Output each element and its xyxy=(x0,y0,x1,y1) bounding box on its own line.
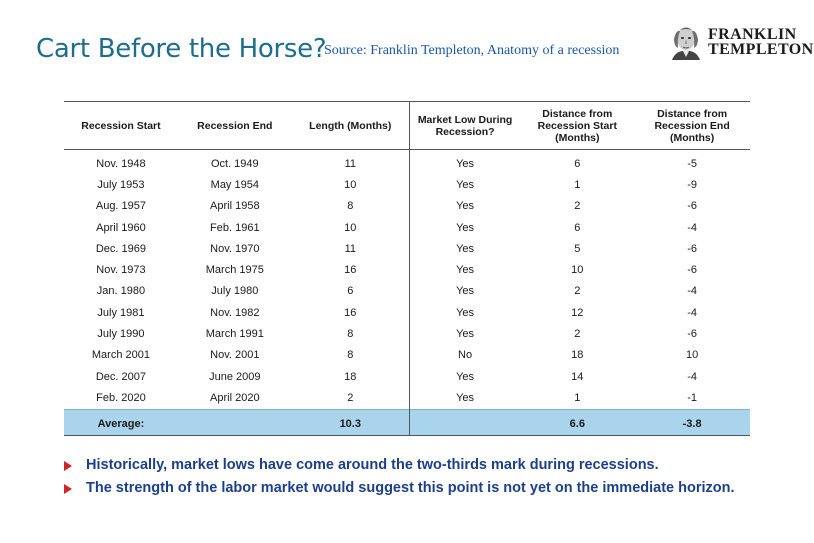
distance-from-start-cell: 1 xyxy=(574,391,581,404)
length-cell: 11 xyxy=(344,157,356,170)
recession-start-cell: Dec. 2007 xyxy=(95,370,147,383)
table-header-row xyxy=(64,102,750,150)
length-cell: 18 xyxy=(344,370,357,383)
distance-from-start-cell: 6 xyxy=(574,157,581,170)
distance-from-start-cell: 2 xyxy=(574,328,581,341)
distance-from-end-cell: 10 xyxy=(685,349,699,362)
recession-end-cell: June 2009 xyxy=(209,370,261,383)
distance-from-end-cell: -5 xyxy=(687,157,697,170)
average-length: 10.3 xyxy=(292,409,410,435)
distance-from-end-cell: -4 xyxy=(687,285,697,298)
recession-start-cell: Dec. 1969 xyxy=(95,242,147,255)
market-low-cell: Yes xyxy=(409,150,520,175)
portrait-icon xyxy=(668,24,704,60)
distance-from-start-cell: 6 xyxy=(574,221,581,234)
market-low-cell: Yes xyxy=(409,387,520,409)
market-low-cell: No xyxy=(409,345,520,366)
market-low-cell: Yes xyxy=(409,323,520,344)
distance-from-start-cell: 1 xyxy=(574,178,581,191)
column-header-distance-from-start: Distance from Recession Start (Months) xyxy=(537,107,617,144)
average-empty-cell xyxy=(178,409,292,435)
table-row xyxy=(64,323,750,344)
recession-start-cell: Aug. 1957 xyxy=(95,200,147,213)
table-row xyxy=(64,387,750,409)
market-low-cell: Yes xyxy=(409,281,520,302)
table-row xyxy=(64,281,750,302)
market-low-cell: Yes xyxy=(409,174,520,195)
recession-end-cell: Nov. 2001 xyxy=(210,349,260,362)
takeaway-list xyxy=(64,457,744,503)
distance-from-start-cell: 2 xyxy=(574,200,581,213)
market-low-cell: Yes xyxy=(409,217,520,238)
distance-from-end-cell: -9 xyxy=(687,178,697,191)
length-cell: 8 xyxy=(347,328,354,341)
recession-end-cell: Nov. 1970 xyxy=(210,242,260,255)
column-header-distance-from-end: Distance from Recession End (Months) xyxy=(654,107,730,144)
distance-from-start-cell: 10 xyxy=(571,264,584,277)
recession-end-cell: March 1975 xyxy=(205,264,264,277)
recession-end-cell: Nov. 1982 xyxy=(210,306,260,319)
takeaway-text: Historically, market lows have come around the two-thirds mark during recessions. xyxy=(86,457,659,473)
recession-start-cell: July 1981 xyxy=(97,306,145,319)
column-header-recession-end: Recession End xyxy=(197,119,273,132)
recession-start-cell: Jan. 1980 xyxy=(96,285,146,298)
table-body xyxy=(64,150,750,410)
distance-from-start-cell: 5 xyxy=(574,242,581,255)
triangle-bullet-icon xyxy=(64,461,72,471)
table-row xyxy=(64,217,750,238)
table-row xyxy=(64,196,750,217)
distance-from-end-cell: -6 xyxy=(687,242,697,255)
table-row xyxy=(64,302,750,323)
distance-from-start-cell: 12 xyxy=(571,306,584,319)
table-row xyxy=(64,174,750,195)
average-row xyxy=(64,409,750,435)
recession-end-cell: April 2020 xyxy=(210,391,260,404)
recession-start-cell: Feb. 2020 xyxy=(96,391,146,404)
recession-start-cell: July 1990 xyxy=(97,328,145,341)
column-header-length: Length (Months) xyxy=(309,119,392,132)
market-low-cell: Yes xyxy=(409,196,520,217)
recession-end-cell: Feb. 1961 xyxy=(210,221,260,234)
distance-from-end-cell: -4 xyxy=(687,306,697,319)
length-cell: 10 xyxy=(344,178,357,191)
average-distance-from-end: -3.8 xyxy=(634,409,750,435)
market-low-cell: Yes xyxy=(409,302,520,323)
recession-end-cell: April 1958 xyxy=(210,200,260,213)
market-low-cell: Yes xyxy=(409,238,520,259)
recession-start-cell: July 1953 xyxy=(97,178,145,191)
length-cell: 11 xyxy=(344,242,356,255)
recession-end-cell: March 1991 xyxy=(205,328,264,341)
franklin-templeton-logo xyxy=(668,24,814,60)
market-low-cell: Yes xyxy=(409,259,520,280)
table-row xyxy=(64,366,750,387)
recession-end-cell: May 1954 xyxy=(210,178,259,191)
distance-from-end-cell: -4 xyxy=(687,370,697,383)
recession-start-cell: April 1960 xyxy=(96,221,146,234)
length-cell: 16 xyxy=(344,306,357,319)
triangle-bullet-icon xyxy=(64,484,72,494)
source-note: Source: Franklin Templeton, Anatomy of a recession xyxy=(324,43,620,58)
distance-from-end-cell: -1 xyxy=(687,391,697,404)
takeaway-text: The strength of the labor market would suggest this point is not yet on the immediate horizon. xyxy=(86,480,735,496)
average-distance-from-start: 6.6 xyxy=(520,409,634,435)
market-low-cell: Yes xyxy=(409,366,520,387)
average-empty-cell xyxy=(409,409,520,435)
distance-from-end-cell: -6 xyxy=(687,200,697,213)
recession-end-cell: July 1980 xyxy=(211,285,259,298)
column-header-recession-start: Recession Start xyxy=(81,119,161,132)
takeaway-item xyxy=(64,480,744,497)
length-cell: 10 xyxy=(344,221,357,234)
table-row xyxy=(64,345,750,366)
length-cell: 8 xyxy=(347,200,354,213)
column-header-market-low: Market Low During Recession? xyxy=(409,102,520,150)
logo-line-1: FRANKLIN xyxy=(708,26,797,43)
distance-from-start-cell: 2 xyxy=(574,285,581,298)
takeaway-item xyxy=(64,457,744,474)
length-cell: 6 xyxy=(347,285,354,298)
distance-from-start-cell: 18 xyxy=(571,349,584,362)
length-cell: 16 xyxy=(344,264,357,277)
length-cell: 8 xyxy=(347,349,354,362)
table-row xyxy=(64,259,750,280)
table-row xyxy=(64,150,750,175)
distance-from-end-cell: -6 xyxy=(687,328,697,341)
recession-start-cell: March 2001 xyxy=(91,349,150,362)
recession-start-cell: Nov. 1973 xyxy=(96,264,146,277)
page-title: Cart Before the Horse? xyxy=(36,34,327,64)
distance-from-start-cell: 14 xyxy=(571,370,584,383)
length-cell: 2 xyxy=(347,391,354,404)
distance-from-end-cell: -4 xyxy=(687,221,697,234)
table-row xyxy=(64,238,750,259)
recession-end-cell: Oct. 1949 xyxy=(210,157,259,170)
recession-start-cell: Nov. 1948 xyxy=(96,157,146,170)
logo-line-2: TEMPLETON xyxy=(708,41,814,58)
logo-text xyxy=(708,27,814,57)
distance-from-end-cell: -6 xyxy=(687,264,697,277)
recession-table xyxy=(64,101,750,436)
average-label: Average: xyxy=(64,409,178,435)
